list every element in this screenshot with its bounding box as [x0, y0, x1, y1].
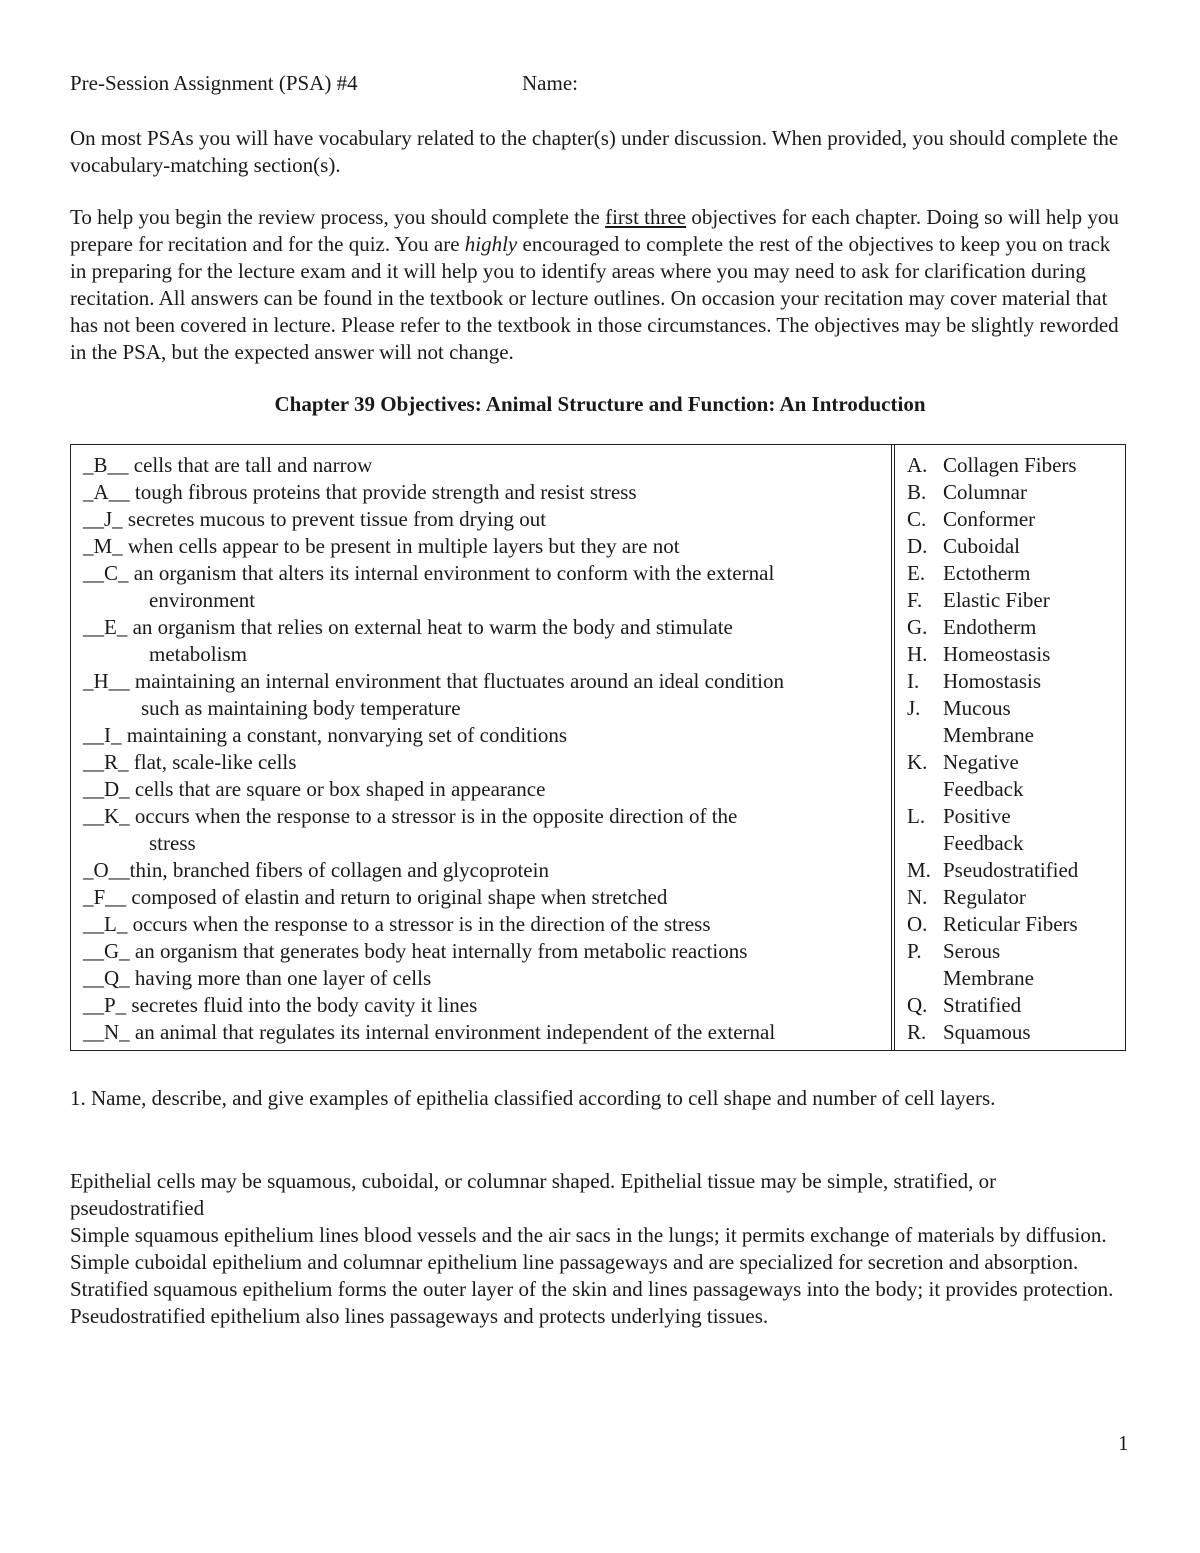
definition-line: __N_ an animal that regulates its internal environment independent of the external [83, 1020, 776, 1044]
chapter-heading: Chapter 39 Objectives: Animal Structure and Function: An Introduction [274, 392, 926, 416]
definition-line: _O__thin, branched fibers of collagen and glycoprotein [83, 858, 549, 882]
term-letter: K. [907, 750, 928, 774]
term-text: Endotherm [943, 615, 1037, 639]
definition-line: __D_ cells that are square or box shaped in appearance [83, 777, 546, 801]
term-item [907, 695, 1123, 722]
term-text: Feedback [943, 831, 1024, 855]
underlined-text: first three [605, 205, 687, 229]
term-text: Columnar [943, 480, 1027, 504]
term-text: Mucous [943, 696, 1011, 720]
definition-line: _M_ when cells appear to be present in multiple layers but they are not [83, 534, 680, 558]
definition-continuation: environment [149, 588, 256, 612]
term-text: Negative [943, 750, 1019, 774]
header [70, 70, 1130, 100]
term-item [907, 938, 1123, 965]
answer-paragraph-2: Simple squamous epithelium lines blood vessels and the air sacs in the lungs; it permits exchange of materials by diffusion. Simple cuboidal epithelium and columnar epithelium line passageways and are specialized for secretion and absorption. Stratified squamous epithelium forms the outer layer of the skin and lines passageways into the body; it provides protection. Pseudostratified epithelium also lines passageways and protects underlying tissues. [70, 1223, 1114, 1328]
term-letter: R. [907, 1020, 927, 1044]
definition-line: __G_ an organism that generates body heat internally from metabolic reactions [83, 939, 748, 963]
assignment-title: Pre-Session Assignment (PSA) #4 [70, 71, 358, 95]
page-number: 1 [1118, 1431, 1129, 1455]
definition-line: __I_ maintaining a constant, nonvarying set of conditions [83, 723, 568, 747]
definition-continuation: such as maintaining body temperature [141, 696, 461, 720]
intro-text-3: encouraged to complete the rest of the objectives to keep you on track in preparing for the lecture exam and it will help you to identify areas where you may need to ask for clarification during recitation. All answers can be found in the textbook or lecture outlines. On occasion your recitation may cover material that has not been covered in lecture. Please refer to the textbook in those circumstances. The objectives may be slightly reworded in the PSA, but the expected answer will not change. [70, 232, 1119, 364]
term-letter: E. [907, 561, 926, 585]
term-letter: F. [907, 588, 923, 612]
term-letter: J. [907, 696, 921, 720]
definition-continuation: metabolism [149, 642, 247, 666]
term-text: Positive [943, 804, 1011, 828]
term-item [907, 803, 1123, 830]
term-letter-spacer [907, 830, 943, 857]
term-text: Homostasis [943, 669, 1042, 693]
definition-line: __C_ an organism that alters its internal environment to conform with the external [83, 561, 775, 585]
term-item [907, 857, 1123, 884]
intro-paragraph-1: On most PSAs you will have vocabulary related to the chapter(s) under discussion. When provided, you should complete the vocabulary-matching section(s). [70, 126, 1119, 177]
term-item [907, 614, 1123, 641]
definition-line: __K_ occurs when the response to a stressor is in the opposite direction of the [83, 804, 738, 828]
term-item [907, 452, 1123, 479]
term-letter: Q. [907, 993, 928, 1017]
term-text: Membrane [943, 966, 1034, 990]
intro-text-1: To help you begin the review process, you should complete the [70, 205, 606, 229]
term-item [907, 911, 1123, 938]
term-item [907, 533, 1123, 560]
term-item [907, 884, 1123, 911]
term-text: Stratified [943, 993, 1022, 1017]
term-letter-spacer [907, 776, 943, 803]
term-letter: C. [907, 507, 927, 531]
italic-text: highly [464, 232, 518, 256]
term-letter: A. [907, 453, 928, 477]
term-letter: B. [907, 480, 927, 504]
term-item [907, 749, 1123, 776]
term-text: Membrane [943, 723, 1034, 747]
term-text: Conformer [943, 507, 1036, 531]
term-text: Pseudostratified [943, 858, 1079, 882]
term-text: Reticular Fibers [943, 912, 1078, 936]
term-text: Serous [943, 939, 1001, 963]
term-item [907, 668, 1123, 695]
term-text: Ectotherm [943, 561, 1031, 585]
term-item [907, 506, 1123, 533]
definition-line: _H__ maintaining an internal environment that fluctuates around an ideal condition [83, 669, 784, 693]
term-letter: P. [907, 939, 922, 963]
term-letter-spacer [907, 722, 943, 749]
term-text: Regulator [943, 885, 1026, 909]
term-letter: G. [907, 615, 928, 639]
definition-line: __P_ secretes fluid into the body cavity it lines [83, 993, 478, 1017]
definition-line: __R_ flat, scale-like cells [83, 750, 297, 774]
term-item [907, 992, 1123, 1019]
definition-line: __Q_ having more than one layer of cells [83, 966, 432, 990]
matching-table [70, 444, 1126, 1051]
definitions-column [83, 452, 891, 1046]
term-letter-spacer [907, 965, 943, 992]
term-letter: I. [907, 669, 920, 693]
term-item-continuation [907, 965, 1123, 992]
term-text: Elastic Fiber [943, 588, 1050, 612]
term-letter: O. [907, 912, 928, 936]
name-label: Name: [522, 71, 578, 95]
term-letter: M. [907, 858, 931, 882]
term-item-continuation [907, 830, 1123, 857]
term-item [907, 587, 1123, 614]
intro-text-2: objectives for each chapter. Doing so will help you prepare for recitation and for the quiz. You are [70, 205, 1119, 256]
term-letter: D. [907, 534, 928, 558]
question-1: 1. Name, describe, and give examples of epithelia classified according to cell shape and number of cell layers. [70, 1086, 996, 1110]
intro-paragraph-2 [70, 204, 1130, 366]
term-text: Squamous [943, 1020, 1031, 1044]
definition-line: __J_ secretes mucous to prevent tissue from drying out [83, 507, 547, 531]
term-letter: H. [907, 642, 928, 666]
term-text: Homeostasis [943, 642, 1051, 666]
definition-line: _B__ cells that are tall and narrow [83, 453, 373, 477]
definition-line: __L_ occurs when the response to a stressor is in the direction of the stress [83, 912, 711, 936]
term-letter: N. [907, 885, 928, 909]
term-item-continuation [907, 722, 1123, 749]
definition-line: _F__ composed of elastin and return to original shape when stretched [83, 885, 668, 909]
term-item-continuation [907, 776, 1123, 803]
answer-paragraph-1: Epithelial cells may be squamous, cuboidal, or columnar shaped. Epithelial tissue may be simple, stratified, or pseudostratified [70, 1169, 997, 1220]
terms-column [907, 452, 1123, 1046]
term-item [907, 479, 1123, 506]
term-text: Cuboidal [943, 534, 1020, 558]
term-text: Collagen Fibers [943, 453, 1077, 477]
term-letter: L. [907, 804, 926, 828]
definition-line: _A__ tough fibrous proteins that provide strength and resist stress [83, 480, 637, 504]
definition-continuation: stress [149, 831, 196, 855]
term-item [907, 1019, 1123, 1046]
document-page [70, 70, 1130, 1330]
term-item [907, 641, 1123, 668]
definition-line: __E_ an organism that relies on external heat to warm the body and stimulate [83, 615, 733, 639]
column-divider [891, 445, 895, 1050]
term-text: Feedback [943, 777, 1024, 801]
term-item [907, 560, 1123, 587]
